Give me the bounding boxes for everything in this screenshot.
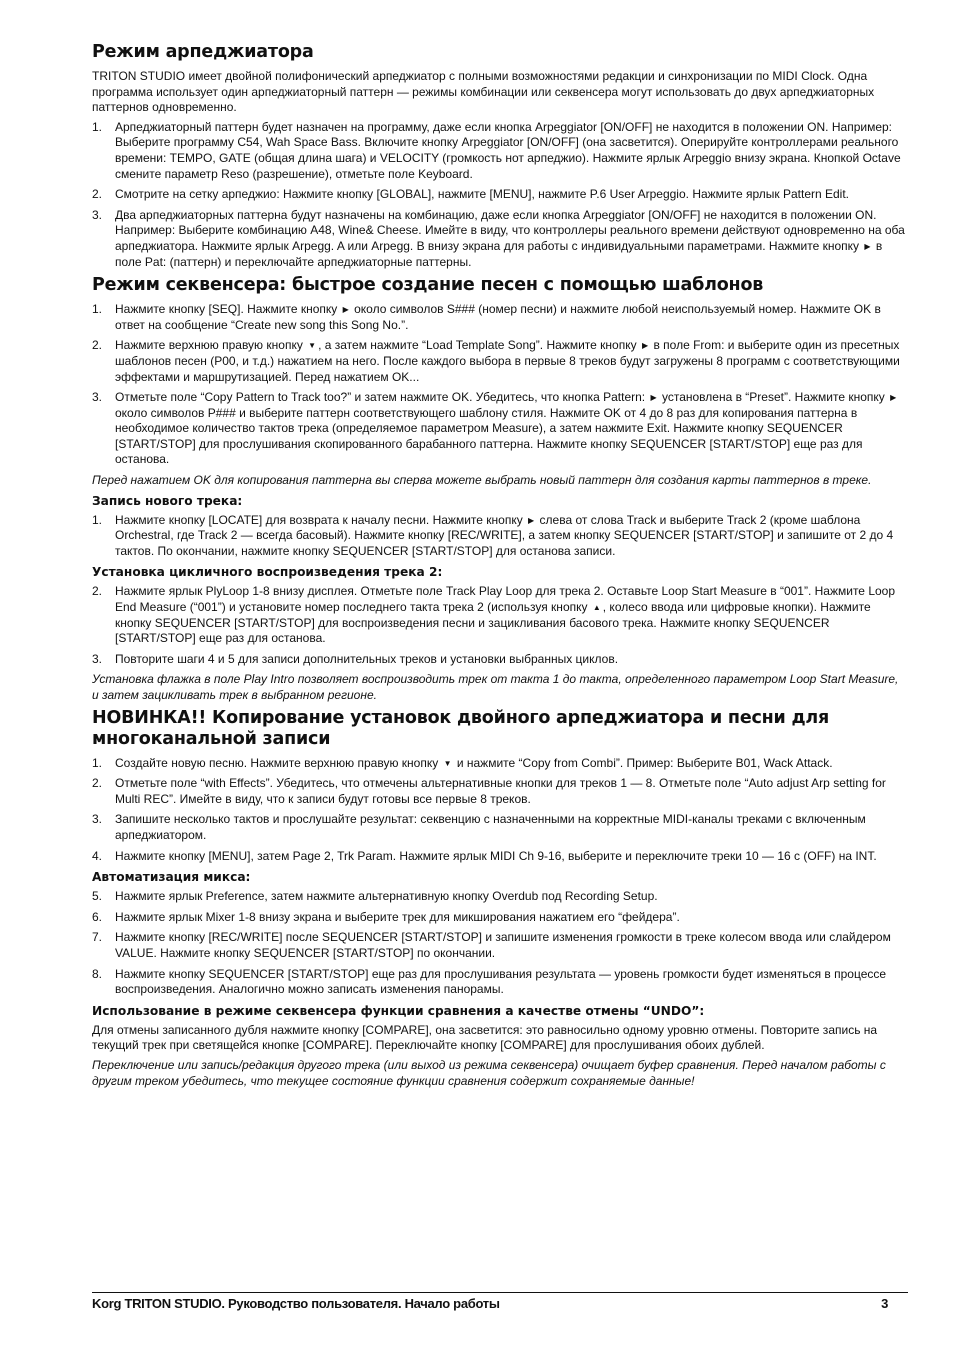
list-item: 1. Нажмите кнопку [LOCATE] для возврата к началу песни. Нажмите кнопку ▶ слева от слова Track и выберите Track 2 (кроме шаблона Orchestral, где Track 2 — всегда басовый). Нажмите кнопку [REC/WRITE], а затем кнопку SEQUENCER [START/STOP] и запишите от 2 до 4 тактов. По окончании, нажмите кнопку SEQUENCER [START/STOP] для останова записи.	[92, 512, 894, 558]
record-track-steps	[92, 513, 908, 560]
note-text: Установка флажка в поле Play Intro позволяет воспроизводить трек от такта 1 до такта, определенного параметром Loop Start Measure, и затем зацикливать трек в выбранном регионе.	[92, 672, 899, 702]
compare-paragraph: Для отмены записанного дубля нажмите кнопку [COMPARE], она засветится: это равносильно одному уровню отмены. Повторите запись на текущий трек при светящейся кнопке [COMPARE]. Переключайте кнопку [COMPARE] для прослушивания обоих дублей.	[92, 1022, 878, 1053]
loop-track-steps	[92, 584, 908, 667]
arrow-right-icon: ▶	[650, 393, 657, 403]
arrow-right-icon: ▶	[641, 341, 649, 351]
list-item: 3. Запишите несколько тактов и прослушайте результат: секвенцию с назначенными на корректные MIDI-каналы треками с включенным арпеджиатором.	[92, 812, 866, 842]
mix-automation-steps	[92, 889, 908, 998]
list-item: 4. Нажмите кнопку [MENU], затем Page 2, Trk Param. Нажмите ярлык MIDI Ch 9-16, выберите и переключите треки 10 — 16 с (OFF) на INT.	[92, 848, 877, 863]
section-title-sequencer: Режим секвенсера: быстрое создание песен с помощью шаблонов	[92, 275, 764, 296]
list-item: 1. Арпеджиаторный паттерн будет назначен на программу, даже если кнопка Arpeggiator [ON/OFF] не находится в положении ON. Например: Выберите программу C54, Wah Space Bass. Включите кнопку Arpeggiator [ON/OFF] (она засветится). Оперируйте контроллерами реального времени: TEMPO, GATE (общая длина шага) и VELOCITY (громкость нот арпеджио). Нажмите ярлык Arpeggio внизу экрана. Кнопкой Octave смените параметр Reso (разрешение), отметьте поле Keyboard.	[92, 119, 901, 181]
list-item: 7. Нажмите кнопку [REC/WRITE] после SEQUENCER [START/STOP] и запишите изменения громкости в треке колесом ввода или слайдером VALUE. Нажмите кнопку SEQUENCER [START/STOP] по окончании.	[92, 930, 891, 960]
section-title-arpeggiator: Режим арпеджиатора	[92, 42, 314, 62]
arrow-right-icon: ▶	[528, 515, 535, 525]
list-item: 6. Нажмите ярлык Mixer 1-8 внизу экрана и выберите трек для микширования нажатием его “фейдера”.	[92, 909, 680, 924]
page-footer	[92, 1292, 908, 1311]
list-item: 2. Отметьте поле “with Effects”. Убедитесь, что отмечены альтернативные кнопки для треков 1 — 8. Отметьте поле “Auto adjust Arp setting for Multi REC”. Имейте в виду, что к записи будут готовы все первые 8 треков.	[92, 776, 886, 806]
arrow-down-icon: ▼	[443, 758, 452, 768]
arrow-right-icon: ▶	[890, 393, 897, 403]
list-item: 3. Отметьте поле “Copy Pattern to Track too?” и затем нажмите OK. Убедитесь, что кнопка Pattern: ▶ установлена в “Preset”. Нажмите кнопку ▶ около символов P### и выберите паттерн соответствующего шаблону стиля. Нажмите OK от 4 до 8 раз для копирования паттерна в необходимое количество тактов трека (определяемое параметром Measure), а затем нажмите Exit. Нажмите кнопку SEQUENCER [START/STOP] для прослушивания скопированного барабанного паттерна. Нажмите кнопку SEQUENCER [START/STOP] еще раз для останова.	[92, 390, 897, 467]
subheading-mix-automation: Автоматизация микса:	[92, 870, 251, 885]
note-text: Перед нажатием OK для копирования паттерна вы сперва можете выбрать новый паттерн для создания карты паттернов в треке.	[92, 473, 872, 488]
list-item: 2. Нажмите ярлык PlyLoop 1-8 внизу дисплея. Отметьте поле Track Play Loop для трека 2. Оставьте Loop Start Measure в “001”. Нажмите Loop End Measure (“001”) и установите номер последнего такта трека 2 (используя кнопку ▲ , колесо ввода или цифровые кнопки). Нажмите кнопку SEQUENCER [START/STOP] для воспроизведения песни и зацикливания басового трека. Нажмите кнопку SEQUENCER [START/STOP] еще раз для останова.	[92, 584, 896, 646]
list-item: 1. Нажмите кнопку [SEQ]. Нажмите кнопку ▶ около символов S### (номер песни) и нажмите любой неиспользуемый номер. Нажмите OK в ответ на сообщение “Create new song this Song No.”.	[92, 302, 881, 332]
subheading-record-track: Запись нового трека:	[92, 493, 243, 508]
arrow-right-icon: ▶	[864, 241, 871, 251]
list-item: 8. Нажмите кнопку SEQUENCER [START/STOP] еще раз для прослушивания результата — уровень громкости будет изменяться в процессе воспроизведения. Аналогично можно записать изменения панорамы.	[92, 966, 887, 997]
list-item: 2. Нажмите верхнюю правую кнопку ▼ , а затем нажмите “Load Template Song”. Нажмите кнопку ▶ в поле From: и выберите один из пресетных шаблонов песен (P00, и т.д.) нажатием на него. После каждого выбора в первые 8 треков будут загружены 8 программ с соответствующими эффектами и маршрутизацией. Перед нажатием OK...	[92, 338, 900, 384]
section-title-new-feature: НОВИНКА!! Копирование установок двойного арпеджиатора и песни для многоканальной записи	[92, 707, 830, 749]
arrow-down-icon: ▼	[308, 341, 317, 351]
list-item: 3. Повторите шаги 4 и 5 для записи дополнительных треков и установки выбранных циклов.	[92, 651, 619, 666]
subheading-compare-undo: Использование в режиме секвенсера функции сравнения а качестве отмены “UNDO”:	[92, 1003, 705, 1018]
sequencer-steps	[92, 302, 908, 468]
note-text: Переключение или запись/редакция другого трека (или выход из режима секвенсера) очищает буфер сравнения. Перед началом работы с другим треком убедитесь, что текущее состояние функции сравнения содержит сохраняемые данные!	[92, 1057, 886, 1088]
intro-paragraph: TRITON STUDIO имеет двойной полифонический арпеджиатор с полными возможностями редакции и синхронизации по MIDI Clock. Одна программа использует один арпеджиаторный паттерн — режимы комбинации или секвенсера могут использовать до двух арпеджиаторных паттернов одновременно.	[92, 69, 875, 115]
list-item: 3. Два арпеджиаторных паттерна будут назначены на комбинацию, даже если кнопка Arpeggiator [ON/OFF] не находится в положении ON. Например: Выберите комбинацию A48, Wine& Cheese. Имейте в виду, что контроллеры реального времени действуют одновременно на оба арпеджиатора. Нажмите ярлык Arpegg. A или Arpegg. B внизу экрана для работы с индивидуальными параметрами. Нажмите кнопку ▶ в поле Pat: (паттерн) и переключайте арпеджиаторные паттерны.	[92, 207, 905, 269]
list-item: 1. Создайте новую песню. Нажмите верхнюю правую кнопку ▼ и нажмите “Copy from Combi”. Пример: Выберите B01, Wack Attack.	[92, 755, 833, 770]
page-number: 3	[881, 1296, 888, 1311]
arpeggiator-steps	[92, 120, 908, 270]
list-item: 5. Нажмите ярлык Preference, затем нажмите альтернативную кнопку Overdub под Recording Setup.	[92, 889, 658, 904]
footer-title: Korg TRITON STUDIO. Руководство пользователя. Начало работы	[92, 1296, 500, 1311]
copy-combi-steps	[92, 756, 908, 865]
arrow-up-icon: ▲	[592, 603, 601, 613]
arrow-right-icon: ▶	[342, 305, 349, 315]
document-page	[92, 42, 908, 1093]
list-item: 2. Смотрите на сетку арпеджио: Нажмите кнопку [GLOBAL], нажмите [MENU], нажмите P.6 User Arpeggio. Нажмите ярлык Pattern Edit.	[92, 187, 850, 202]
subheading-loop-track: Установка цикличного воспроизведения трека 2:	[92, 565, 443, 580]
